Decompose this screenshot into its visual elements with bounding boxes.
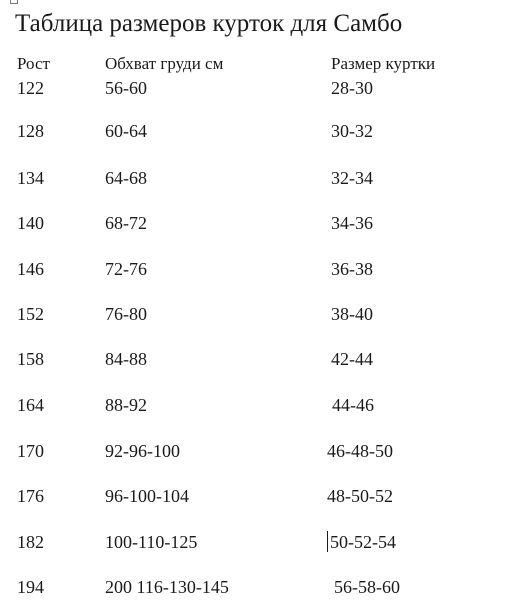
table-row (0, 484, 519, 508)
jacket-size-cell: 38-40 (331, 304, 373, 324)
jacket-size-cell: 48-50-52 (327, 486, 393, 506)
chest-cell: 56-60 (105, 78, 147, 98)
height-cell: 176 (17, 486, 44, 506)
height-cell: 170 (17, 441, 44, 461)
height-cell: 146 (17, 259, 44, 279)
height-cell: 194 (17, 577, 44, 597)
page-corner-mark (10, 0, 18, 4)
table-row (0, 119, 519, 143)
chest-cell: 84-88 (105, 349, 147, 369)
height-cell: 152 (17, 304, 44, 324)
table-row (0, 76, 519, 100)
table-row (0, 393, 519, 417)
table-row (0, 347, 519, 371)
jacket-size-cell: 46-48-50 (327, 441, 393, 461)
table-row (0, 166, 519, 190)
chest-cell: 92-96-100 (105, 441, 180, 461)
table-row (0, 439, 519, 463)
jacket-size-cell: 32-34 (331, 168, 373, 188)
header-jacket-size: Размер куртки (331, 54, 436, 73)
table-row (0, 302, 519, 326)
height-cell: 128 (17, 121, 44, 141)
table-row (0, 575, 519, 599)
chest-cell: 88-92 (105, 395, 147, 415)
height-cell: 164 (17, 395, 44, 415)
jacket-size-cell: 42-44 (331, 349, 373, 369)
chest-cell: 100-110-125 (105, 532, 198, 552)
chest-cell: 76-80 (105, 304, 147, 324)
jacket-size-cell: 34-36 (331, 213, 373, 233)
chest-cell: 96-100-104 (105, 486, 189, 506)
height-cell: 140 (17, 213, 44, 233)
height-cell: 158 (17, 349, 44, 369)
header-chest: Обхват груди см (105, 54, 224, 73)
table-row (0, 530, 519, 554)
height-cell: 182 (17, 532, 44, 552)
jacket-size-cell: 28-30 (331, 78, 373, 98)
chest-cell: 200 116-130-145 (105, 577, 229, 597)
table-row (0, 211, 519, 235)
text-cursor (327, 531, 328, 552)
jacket-size-cell: 50-52-54 (330, 532, 396, 552)
chest-cell: 68-72 (105, 213, 147, 233)
chest-cell: 72-76 (105, 259, 147, 279)
page-title: Таблица размеров курток для Самбо (15, 10, 403, 37)
height-cell: 122 (17, 78, 44, 98)
jacket-size-cell: 36-38 (331, 259, 373, 279)
chest-cell: 64-68 (105, 168, 147, 188)
jacket-size-cell: 44-46 (332, 395, 374, 415)
chest-cell: 60-64 (105, 121, 147, 141)
jacket-size-cell: 30-32 (331, 121, 373, 141)
height-cell: 134 (17, 168, 44, 188)
table-row (0, 257, 519, 281)
header-height: Рост (17, 54, 50, 73)
jacket-size-cell: 56-58-60 (334, 577, 400, 597)
